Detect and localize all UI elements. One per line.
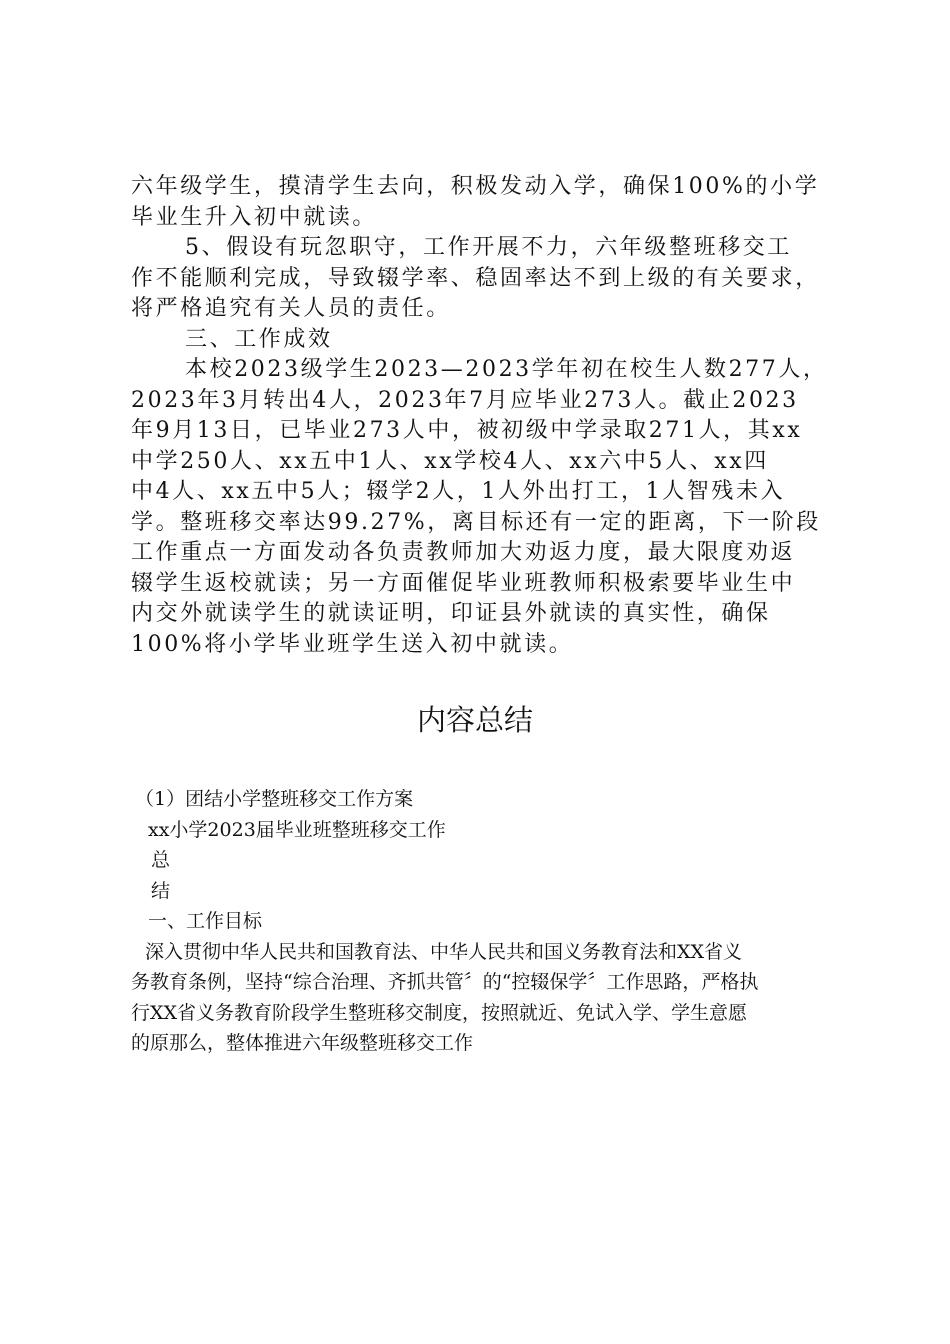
body-line: 年9月13日，已毕业273人中，被初级中学录取271人，其xx bbox=[131, 418, 803, 443]
summary-line: 行XX省义务教育阶段学生整班移交制度，按照就近、免试入学、学生意愿 bbox=[131, 1001, 748, 1024]
summary-line: 的原那么，整体推进六年级整班移交工作 bbox=[131, 1032, 474, 1054]
body-line: 工作重点一方面发动各负责教师加大劝返力度，最大限度劝返 bbox=[131, 540, 796, 565]
section-heading: 三、工作成效 bbox=[185, 326, 333, 352]
body-line: 2023年3月转出4人，2023年7月应毕业273人。截止2023 bbox=[131, 387, 799, 413]
body-line: 本校2023级学生2023—2023学年初在校生人数277人， bbox=[185, 357, 828, 382]
summary-line: 一、工作目标 bbox=[148, 910, 263, 932]
summary-line: 结 bbox=[151, 879, 171, 902]
summary-line: （1）团结小学整班移交工作方案 bbox=[135, 788, 414, 810]
body-line: 学。整班移交率达99.27%，离目标还有一定的距离，下一阶段 bbox=[131, 509, 821, 535]
body-line: 100%将小学毕业班学生送入初中就读。 bbox=[131, 631, 574, 657]
summary-line: 深入贯彻中华人民共和国教育法、中华人民共和国义务教育法和XX省义 bbox=[145, 940, 743, 963]
summary-section bbox=[131, 784, 831, 1059]
body-line: 中4人、xx五中5人；辍学2人，1人外出打工，1人智残未入 bbox=[131, 479, 786, 504]
body-line: 六年级学生，摸清学生去向，积极发动入学，确保100%的小学 bbox=[131, 174, 820, 199]
body-line: 内交外就读学生的就读证明，印证县外就读的真实性，确保 bbox=[131, 601, 771, 626]
body-text bbox=[131, 172, 831, 660]
body-line: 5、假设有玩忽职守，工作开展不力，六年级整班移交工 bbox=[185, 235, 792, 260]
summary-line: xx小学2023届毕业班整班移交工作 bbox=[148, 818, 446, 841]
body-line: 将严格追究有关人员的责任。 bbox=[131, 296, 451, 321]
summary-line: 务教育条例，坚持“综合治理、齐抓共管〞的“控辍保学〞工作思路，严格执 bbox=[131, 971, 759, 993]
body-line: 作不能顺利完成，导致辍学率、稳固率达不到上级的有关要求， bbox=[131, 265, 820, 291]
summary-line: 总 bbox=[151, 849, 171, 871]
body-line: 毕业生升入初中就读。 bbox=[131, 204, 378, 230]
summary-title: 内容总结 bbox=[416, 703, 533, 737]
body-line: 辍学生返校就读；另一方面催促毕业班教师积极索要毕业生中 bbox=[131, 570, 796, 596]
body-line: 中学250人、xx五中1人、xx学校4人、xx六中5人、xx四 bbox=[131, 448, 769, 474]
